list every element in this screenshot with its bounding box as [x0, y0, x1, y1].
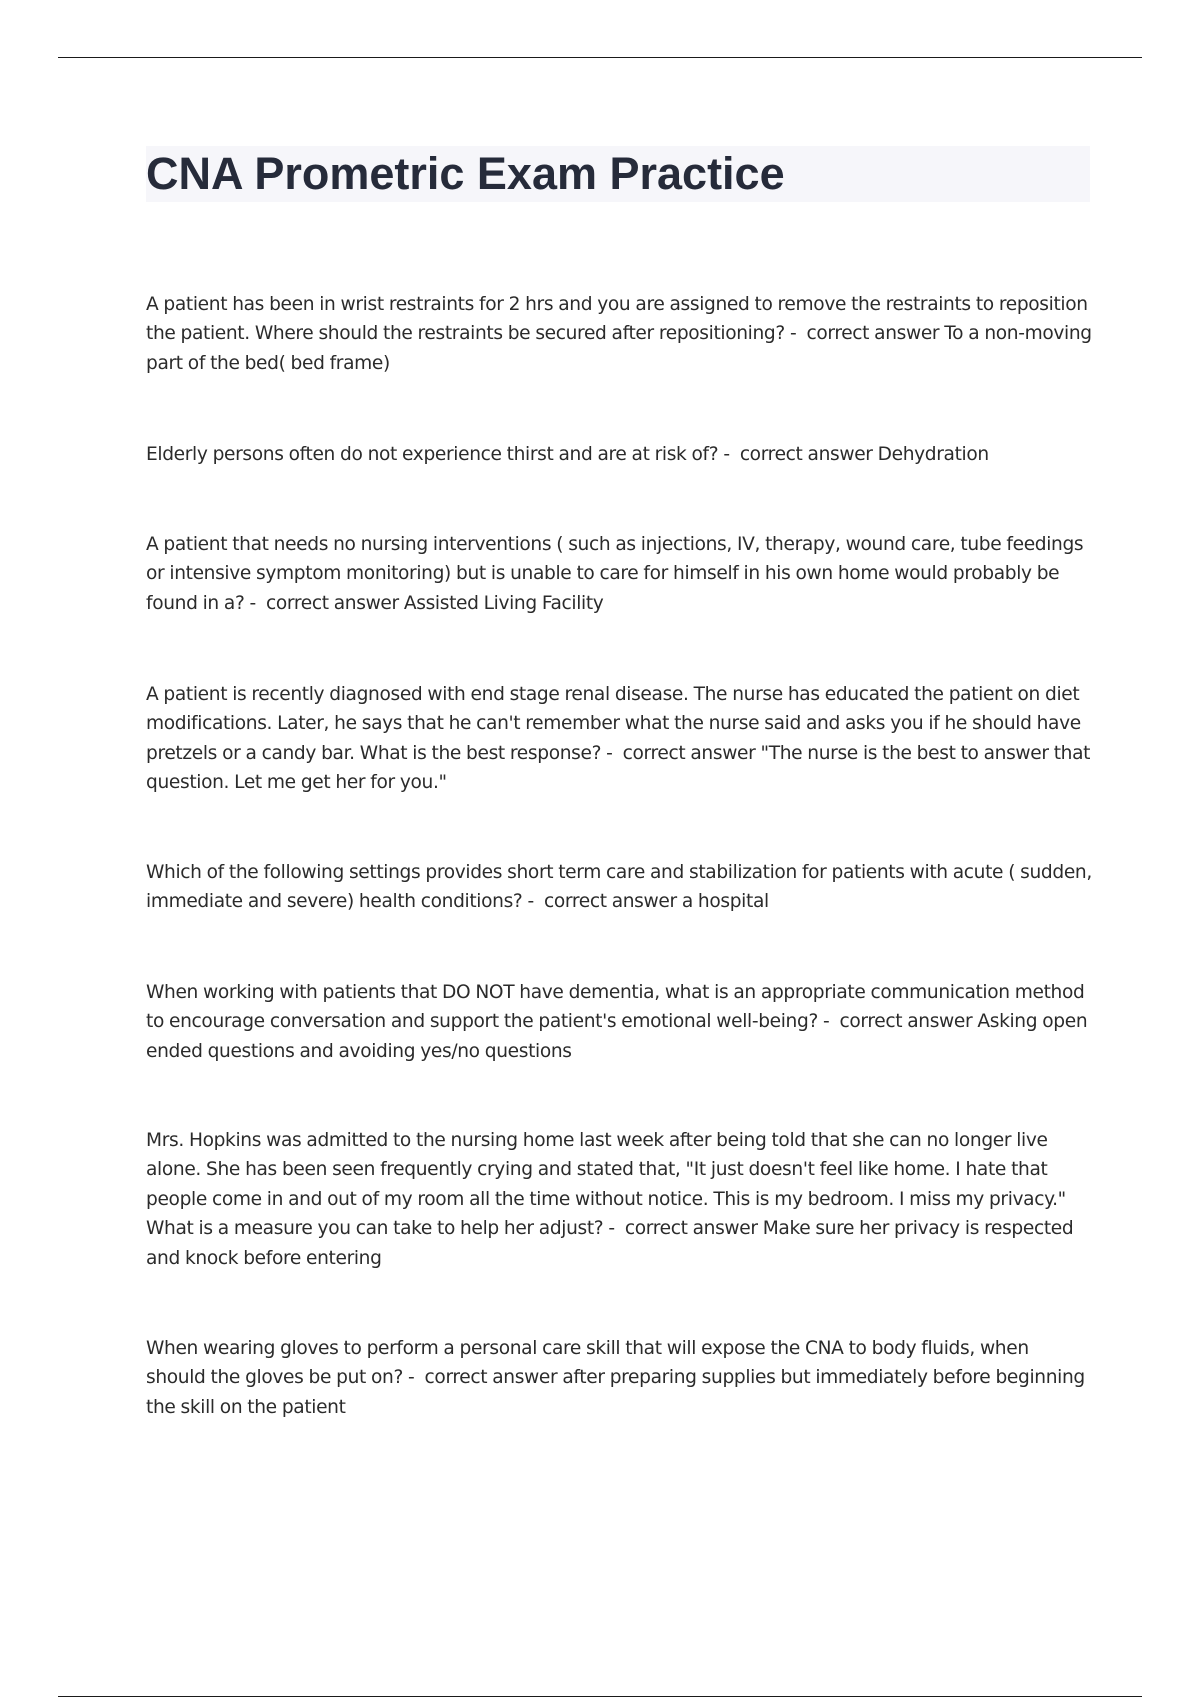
- answer-label: correct answer: [806, 323, 940, 345]
- separator: -: [817, 1011, 840, 1033]
- question-text: When working with patients that DO NOT have dementia, what is an appropriate communication method to encourage conversation and support the patient's emotional well-being?: [146, 982, 1085, 1033]
- question-text: When wearing gloves to perform a personal care skill that will expose the CNA to body fluids, when should the gloves be put on?: [146, 1338, 1029, 1389]
- answer-label: correct answer: [839, 1011, 973, 1033]
- separator: -: [784, 323, 807, 345]
- question-text: A patient that needs no nursing interventions ( such as injections, IV, therapy, wound care, tube feedings or intensive symptom monitoring) but is unable to care for himself in his own home would probably be found in a?: [146, 534, 1084, 614]
- answer-text: "The nurse is the best to answer that question. Let me get her for you.": [146, 742, 1091, 794]
- question-text: Which of the following settings provides short term care and stabilization for patients with acute ( sudden, immediate and severe) health conditions?: [146, 862, 1092, 913]
- separator: -: [403, 1367, 425, 1389]
- answer-text: Make sure her privacy is respected and knock before entering: [146, 1218, 1074, 1269]
- answer-text: after preparing supplies but immediately before beginning the skill on the patient: [146, 1367, 1085, 1418]
- separator: -: [244, 592, 267, 614]
- separator: -: [601, 742, 623, 764]
- answer-label: correct answer: [622, 742, 756, 764]
- qa-item: [146, 440, 989, 469]
- qa-item: [146, 530, 1092, 618]
- answer-text: Dehydration: [877, 444, 989, 465]
- question-text: A patient has been in wrist restraints for 2 hrs and you are assigned to remove the restraints to reposition the patient. Where should the restraints be secured after repositioning?: [146, 294, 1088, 345]
- answer-label: correct answer: [266, 592, 399, 614]
- qa-item: [146, 680, 1092, 798]
- qa-item: [146, 1334, 1092, 1422]
- answer-text: a hospital: [681, 891, 769, 913]
- separator: -: [522, 891, 544, 913]
- bottom-divider: [58, 1696, 1142, 1697]
- question-text: Elderly persons often do not experience thirst and are at risk of?: [146, 444, 719, 465]
- question-text: A patient is recently diagnosed with end stage renal disease. The nurse has educated the patient on diet modifications. Later, he says that he can't remember what the nurse said and asks you if he should have pretzels or a candy bar. What is the best response?: [146, 684, 1081, 764]
- answer-label: correct answer: [739, 444, 873, 465]
- qa-item: [146, 858, 1092, 917]
- answer-text: To a non-moving part of the bed( bed frame): [146, 323, 1092, 374]
- answer-label: correct answer: [424, 1367, 558, 1389]
- answer-text: Asking open ended questions and avoiding yes/no questions: [146, 1011, 1088, 1062]
- page-title: CNA Prometric Exam Practice: [146, 148, 785, 199]
- qa-item: [146, 290, 1092, 378]
- answer-label: correct answer: [543, 891, 677, 913]
- separator: -: [603, 1218, 625, 1240]
- top-divider: [58, 57, 1142, 58]
- answer-label: correct answer: [624, 1218, 758, 1240]
- question-text: Mrs. Hopkins was admitted to the nursing home last week after being told that she can no longer live alone. She has been seen frequently crying and stated that, "It just doesn't feel like home. I hate that people come in and out of my room all the time without notice. This is my bedroom. I miss my privacy." What is a measure you can take to help her adjust?: [146, 1130, 1066, 1240]
- qa-item: [146, 978, 1092, 1066]
- qa-item: [146, 1126, 1092, 1273]
- answer-text: Assisted Living Facility: [403, 592, 604, 614]
- separator: -: [718, 444, 740, 465]
